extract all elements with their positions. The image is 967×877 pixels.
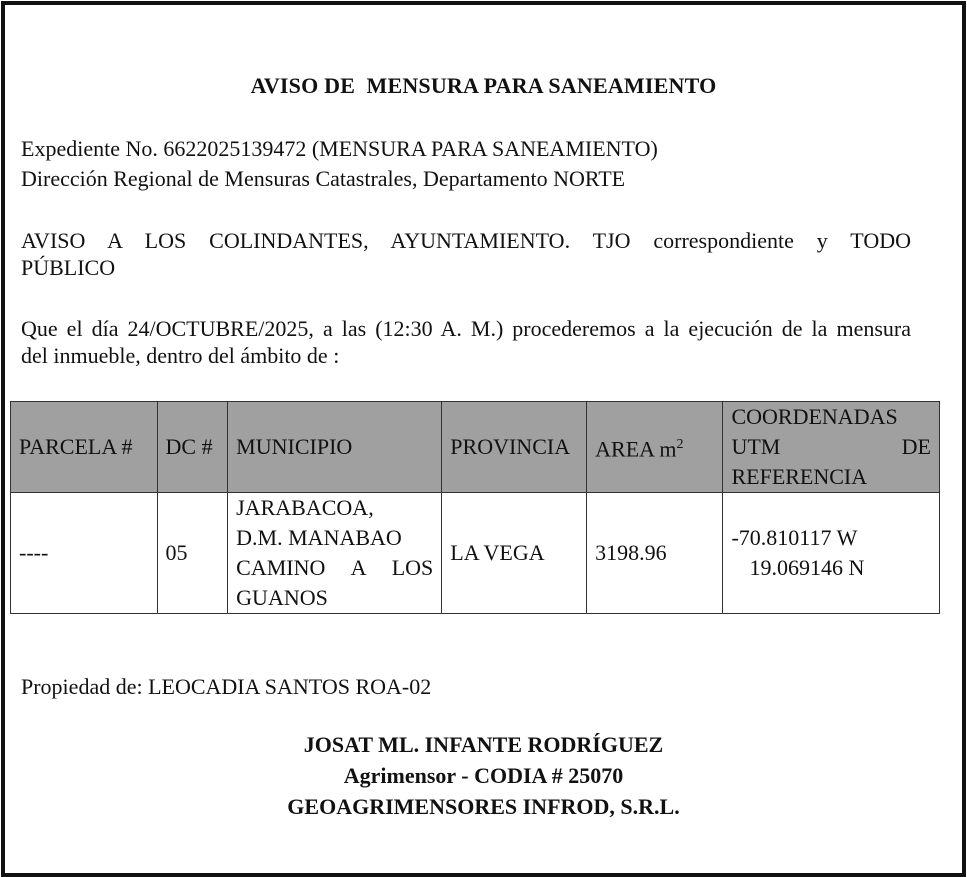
municipio-line-1: JARABACOA, — [236, 495, 374, 520]
cell-parcela: ---- — [11, 493, 158, 614]
header-coord-line-3: REFERENCIA — [731, 464, 868, 489]
municipio-line-3: CAMINO A LOS — [236, 555, 434, 580]
header-parcela: PARCELA # — [11, 402, 158, 493]
header-area: AREA $m^2$ — [587, 402, 723, 493]
coord-x: -70.810117 W — [731, 525, 858, 550]
que-line-2: del inmueble, dentro del ámbito de : — [21, 343, 340, 368]
header-municipio: MUNICIPIO — [228, 402, 442, 493]
municipio-line-4: GUANOS — [236, 585, 328, 610]
cell-coordenadas — [723, 493, 940, 614]
cell-dc: 05 — [157, 493, 228, 614]
que-line-1: Que el día 24/OCTUBRE/2025, a las (12:30 A. M.) procederemos a la ejecución de la mensura — [21, 316, 911, 341]
header-provincia: PROVINCIA — [442, 402, 587, 493]
parcel-table — [10, 401, 940, 614]
aviso-line-2: PÚBLICO — [21, 255, 116, 280]
header-coordenadas — [723, 402, 940, 493]
area-superscript: 2 — [676, 436, 684, 452]
expediente-line: Expediente No. 6622025139472 (MENSURA PARA SANEAMIENTO) — [21, 136, 658, 161]
header-dc: DC # — [157, 402, 228, 493]
signature-role: Agrimensor - CODIA # 25070 — [343, 763, 624, 788]
notice-title: AVISO DE MENSURA PARA SANEAMIENTO — [250, 73, 717, 98]
aviso-line-1: AVISO A LOS COLINDANTES, AYUNTAMIENTO. TJO correspondiente y TODO — [21, 228, 911, 253]
signature-name: JOSAT ML. INFANTE RODRÍGUEZ — [303, 732, 664, 757]
signature-company: GEOAGRIMENSORES INFROD, S.R.L. — [287, 794, 680, 819]
municipio-line-2: D.M. MANABAO — [236, 525, 402, 550]
propiedad-line: Propiedad de: LEOCADIA SANTOS ROA-02 — [21, 674, 432, 699]
coord-y: 19.069146 N — [749, 555, 865, 580]
cell-area: 3198.96 — [587, 493, 723, 614]
header-coord-line-2: UTM DE — [731, 434, 931, 459]
table-header-row — [11, 402, 940, 493]
table-row — [11, 493, 940, 614]
header-coord-line-1: COORDENADAS — [731, 404, 898, 429]
cell-provincia: LA VEGA — [442, 493, 587, 614]
direccion-line: Dirección Regional de Mensuras Catastrales, Departamento NORTE — [21, 166, 626, 191]
cell-municipio — [228, 493, 442, 614]
